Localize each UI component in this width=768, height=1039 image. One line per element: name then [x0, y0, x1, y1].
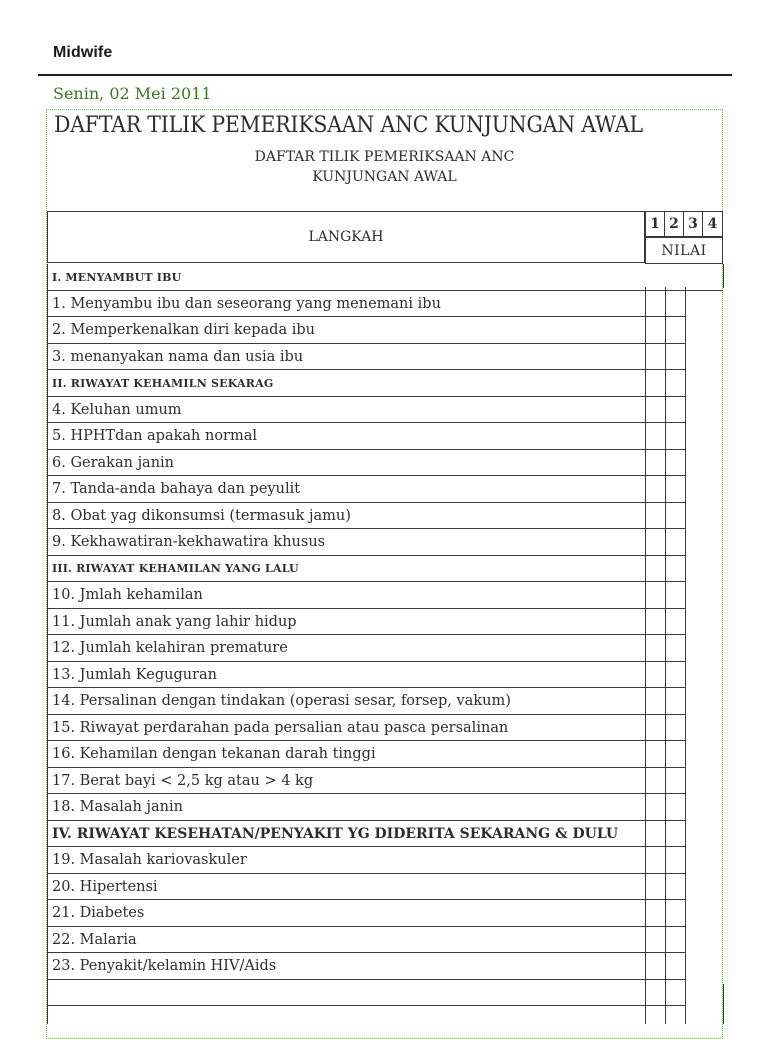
checklist-step-text: 15. Riwayat perdarahan pada persalian atau pasca persalinan [52, 719, 509, 736]
section-heading-row [47, 370, 685, 397]
checklist-row [47, 291, 685, 318]
checklist-step-text: 7. Tanda-anda bahaya dan peyulit [52, 481, 301, 497]
score-col-2: 2 [664, 211, 684, 237]
checklist-step-text: 9. Kekhawatiran-kekhawatira khusus [52, 534, 326, 550]
checklist-row [47, 980, 685, 1007]
checklist-step-text: 16. Kehamilan dengan tekanan darah tinggi [52, 746, 376, 762]
checklist-row [47, 397, 685, 424]
checklist-row [47, 529, 685, 556]
checklist-step-text: 1. Menyambu ibu dan seseorang yang menemani ibu [52, 295, 441, 312]
checklist-step-text: 13. Jumlah Keguguran [52, 666, 217, 683]
checklist-row [47, 582, 685, 609]
section-heading-text: I. MENYAMBUT IBU [52, 270, 182, 284]
section-heading-row [47, 821, 685, 848]
score-col-3: 3 [683, 211, 703, 237]
section-heading-text: IV. RIWAYAT KESEHATAN/PENYAKIT YG DIDERITA SEKARANG & DULU [52, 825, 619, 842]
checklist-step-text: 20. Hipertensi [52, 878, 158, 895]
checklist-row [47, 847, 685, 874]
checklist-step-text: 17. Berat bayi < 2,5 kg atau > 4 kg [52, 772, 314, 789]
post-date: Senin, 02 Mei 2011 [53, 84, 212, 103]
table-column-divider [685, 287, 686, 1024]
checklist-row [47, 794, 685, 821]
document-subtitle-line2: KUNJUNGAN AWAL [312, 169, 457, 185]
checklist-row [47, 317, 685, 344]
checklist-step-text: 19. Masalah kariovaskuler [52, 852, 247, 868]
site-header [38, 0, 732, 76]
site-title-link[interactable]: Midwife [53, 44, 113, 61]
checklist-step-text: 18. Masalah janin [52, 799, 183, 815]
post-title: DAFTAR TILIK PEMERIKSAAN ANC KUNJUNGAN AWAL [54, 113, 643, 138]
checklist-step-text: 21. Diabetes [52, 905, 145, 921]
checklist-row [47, 662, 685, 689]
checklist-row [47, 503, 685, 530]
checklist-row [47, 768, 685, 795]
checklist-row [47, 609, 685, 636]
score-col-1: 1 [645, 211, 665, 237]
section-heading-text: II. RIWAYAT KEHAMILN SEKARAG [52, 376, 274, 390]
checklist-row [47, 953, 685, 980]
checklist-step-text: 14. Persalinan dengan tindakan (operasi sesar, forsep, vakum) [52, 693, 511, 709]
table-column-divider [645, 287, 646, 1024]
table-column-divider [723, 264, 724, 288]
checklist-step-text: 22. Malaria [52, 931, 137, 948]
section-heading-text: III. RIWAYAT KEHAMILAN YANG LALU [52, 562, 299, 575]
checklist-row [47, 688, 685, 715]
score-col-4: 4 [702, 211, 723, 237]
checklist-step-text: 11. Jumlah anak yang lahir hidup [52, 613, 297, 630]
checklist-row [47, 715, 685, 742]
checklist-step-text: 8. Obat yag dikonsumsi (termasuk jamu) [52, 507, 351, 524]
checklist-row [47, 927, 685, 954]
checklist-step-text: 2. Memperkenalkan diri kepada ibu [52, 322, 315, 338]
checklist-step-text: 4. Keluhan umum [52, 401, 182, 418]
document-subtitle-line1: DAFTAR TILIK PEMERIKSAAN ANC [254, 149, 515, 165]
checklist-step-text: 12. Jumlah kelahiran premature [52, 640, 288, 656]
header-nilai: NILAI [645, 237, 723, 264]
checklist-step-text: 5. HPHTdan apakah normal [52, 428, 258, 444]
checklist-row [47, 344, 685, 371]
checklist-step-text: 3. menanyakan nama dan usia ibu [52, 348, 304, 365]
table-column-divider [723, 984, 724, 1024]
checklist-row [47, 900, 685, 927]
table-column-divider [665, 287, 666, 1024]
checklist-row [47, 874, 685, 901]
checklist-row [47, 635, 685, 662]
checklist-step-text: 10. Jmlah kehamilan [52, 587, 203, 603]
checklist-row [47, 741, 685, 768]
checklist-step-text: 23. Penyakit/kelamin HIV/Aids [52, 958, 277, 974]
header-langkah: LANGKAH [47, 211, 645, 263]
checklist-row [47, 423, 685, 450]
checklist-step-text: 6. Gerakan janin [52, 454, 175, 471]
checklist-row [47, 450, 685, 477]
section-heading-row [47, 556, 685, 583]
section-heading-row [47, 264, 723, 291]
checklist-row [47, 476, 685, 503]
table-column-divider [47, 264, 48, 1024]
